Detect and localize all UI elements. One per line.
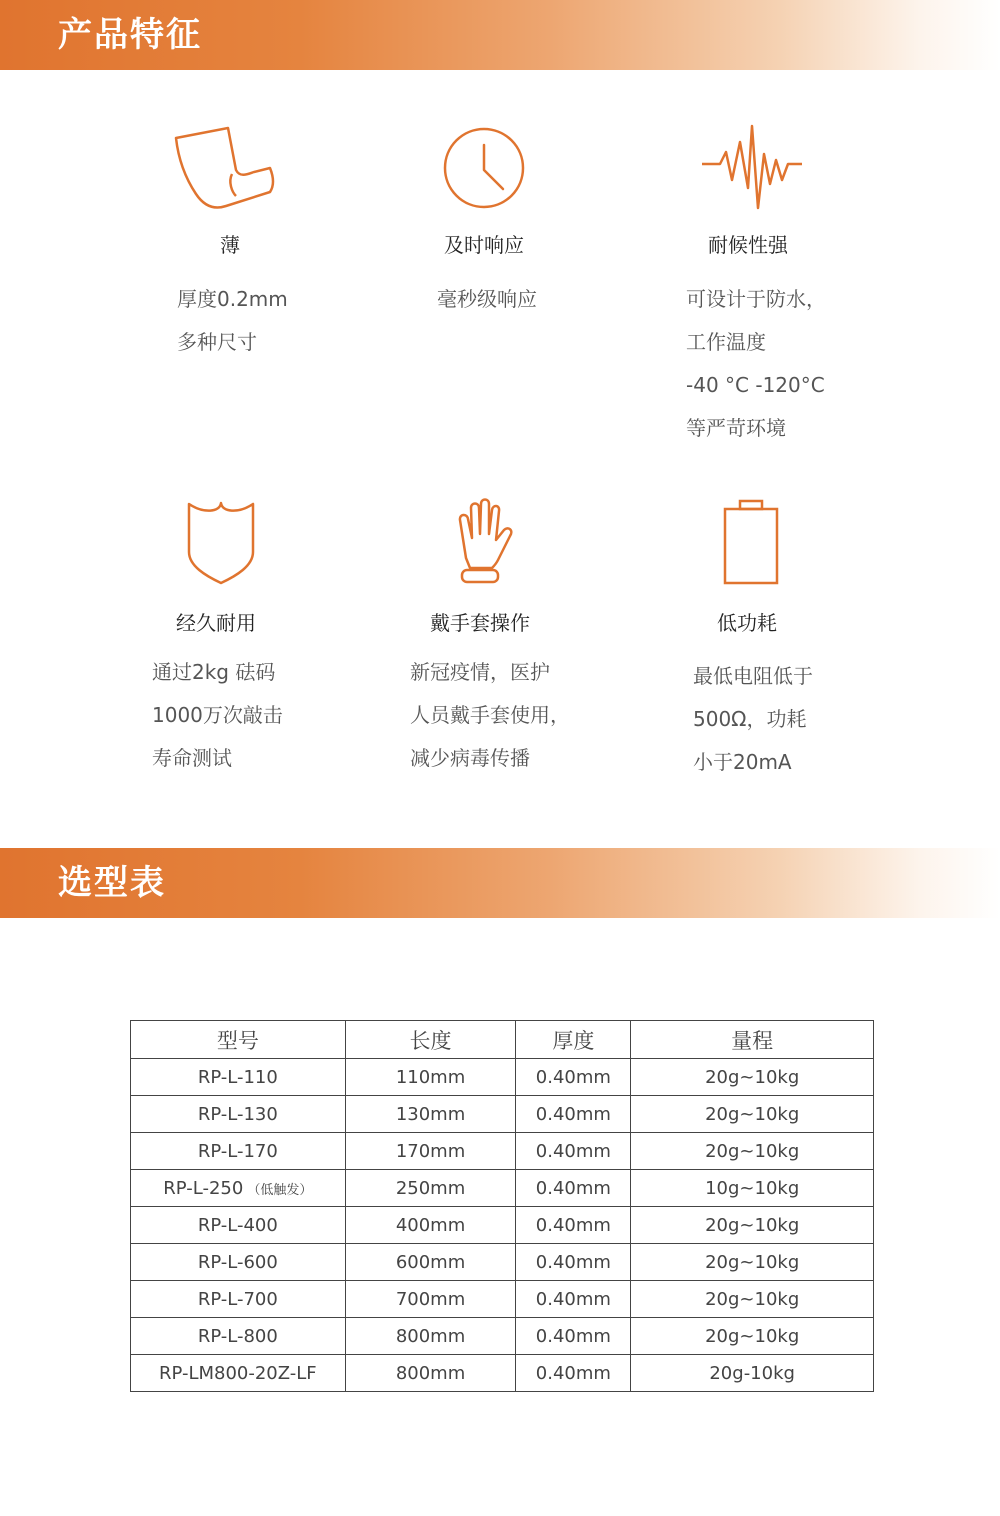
- glove-icon: [454, 498, 516, 586]
- feature-title: 经久耐用: [176, 611, 256, 635]
- cell-thickness: 0.40mm: [516, 1096, 631, 1133]
- cell-range: 20g-10kg: [631, 1355, 874, 1392]
- feature-description: [437, 278, 537, 321]
- cell-thickness: 0.40mm: [516, 1355, 631, 1392]
- features-section-title: 产品特征: [58, 15, 202, 55]
- cell-model: [131, 1318, 346, 1355]
- feature-line: 1000万次敲击: [152, 703, 283, 727]
- cell-model: [131, 1133, 346, 1170]
- table-row: [131, 1355, 874, 1392]
- model-text: RP-L-400: [197, 1214, 278, 1236]
- cell-model: [131, 1096, 346, 1133]
- feature-line: 减少病毒传播: [410, 746, 530, 770]
- thin-film-icon: [170, 122, 280, 214]
- feature-line: 人员戴手套使用，: [410, 703, 570, 727]
- model-note: （低触发）: [247, 1182, 313, 1198]
- header-range: 量程: [631, 1021, 874, 1059]
- cell-thickness: 0.40mm: [516, 1059, 631, 1096]
- selection-banner: [0, 848, 1000, 918]
- header-model: 型号: [131, 1021, 346, 1059]
- shield-icon: [186, 500, 256, 586]
- cell-thickness: 0.40mm: [516, 1318, 631, 1355]
- feature-line: 新冠疫情，医护: [410, 660, 550, 684]
- cell-length: 130mm: [345, 1096, 516, 1133]
- feature-title: 耐候性强: [708, 233, 788, 257]
- model-text: RP-L-170: [197, 1140, 278, 1162]
- clock-icon: [441, 125, 527, 211]
- model-text: RP-LM800-20Z-LF: [158, 1362, 317, 1384]
- feature-line: 毫秒级响应: [437, 287, 537, 311]
- cell-length: 600mm: [345, 1244, 516, 1281]
- table-row: [131, 1170, 874, 1207]
- selection-table: [130, 1020, 874, 1392]
- model-text: RP-L-110: [197, 1066, 278, 1088]
- cell-length: 110mm: [345, 1059, 516, 1096]
- feature-line: 500Ω，功耗: [693, 707, 807, 731]
- model-text: RP-L-700: [197, 1288, 278, 1310]
- model-text: RP-L-130: [197, 1103, 278, 1125]
- feature-title: 戴手套操作: [430, 611, 530, 635]
- table-row: [131, 1244, 874, 1281]
- table-row: [131, 1318, 874, 1355]
- feature-line: 寿命测试: [152, 746, 232, 770]
- feature-description: [686, 278, 826, 450]
- cell-range: 20g~10kg: [631, 1244, 874, 1281]
- feature-line: 通过2kg 砝码: [152, 660, 276, 684]
- cell-range: 20g~10kg: [631, 1059, 874, 1096]
- table-row: [131, 1133, 874, 1170]
- feature-line: 小于20mA: [693, 750, 792, 774]
- table-row: [131, 1281, 874, 1318]
- cell-thickness: 0.40mm: [516, 1281, 631, 1318]
- feature-description: [177, 278, 288, 364]
- feature-title: 薄: [220, 233, 240, 257]
- cell-model: [131, 1170, 346, 1207]
- feature-line: 厚度0.2mm: [177, 287, 288, 311]
- feature-title: 低功耗: [717, 611, 777, 635]
- table-row: [131, 1207, 874, 1244]
- feature-line: 多种尺寸: [177, 330, 257, 354]
- feature-description: [152, 651, 283, 780]
- feature-description: [410, 651, 570, 780]
- model-text: RP-L-600: [197, 1251, 278, 1273]
- cell-length: 800mm: [345, 1355, 516, 1392]
- cell-length: 170mm: [345, 1133, 516, 1170]
- header-length: 长度: [345, 1021, 516, 1059]
- cell-range: 20g~10kg: [631, 1207, 874, 1244]
- cell-model: [131, 1207, 346, 1244]
- features-banner: [0, 0, 1000, 70]
- cell-range: 20g~10kg: [631, 1281, 874, 1318]
- feature-line: 等严苛环境: [686, 416, 786, 440]
- cell-length: 250mm: [345, 1170, 516, 1207]
- cell-model: [131, 1355, 346, 1392]
- waveform-icon: [700, 124, 804, 210]
- cell-model: [131, 1281, 346, 1318]
- cell-range: 20g~10kg: [631, 1133, 874, 1170]
- cell-length: 700mm: [345, 1281, 516, 1318]
- model-text: RP-L-250: [163, 1177, 244, 1199]
- feature-line: 最低电阻低于: [693, 664, 813, 688]
- cell-range: 20g~10kg: [631, 1096, 874, 1133]
- cell-thickness: 0.40mm: [516, 1133, 631, 1170]
- table-row: [131, 1059, 874, 1096]
- table-row: [131, 1096, 874, 1133]
- table-header-row: [131, 1021, 874, 1059]
- cell-range: 10g~10kg: [631, 1170, 874, 1207]
- feature-description: [693, 655, 813, 784]
- feature-title: 及时响应: [444, 233, 524, 257]
- feature-line: -40 °C -120°C: [686, 373, 825, 397]
- cell-length: 400mm: [345, 1207, 516, 1244]
- model-text: RP-L-800: [197, 1325, 278, 1347]
- selection-section-title: 选型表: [58, 863, 166, 903]
- cell-range: 20g~10kg: [631, 1318, 874, 1355]
- battery-icon: [722, 498, 780, 586]
- cell-model: [131, 1244, 346, 1281]
- feature-line: 工作温度: [686, 330, 766, 354]
- cell-thickness: 0.40mm: [516, 1207, 631, 1244]
- header-thickness: 厚度: [516, 1021, 631, 1059]
- cell-thickness: 0.40mm: [516, 1170, 631, 1207]
- cell-thickness: 0.40mm: [516, 1244, 631, 1281]
- cell-model: [131, 1059, 346, 1096]
- feature-line: 可设计于防水，: [686, 287, 826, 311]
- cell-length: 800mm: [345, 1318, 516, 1355]
